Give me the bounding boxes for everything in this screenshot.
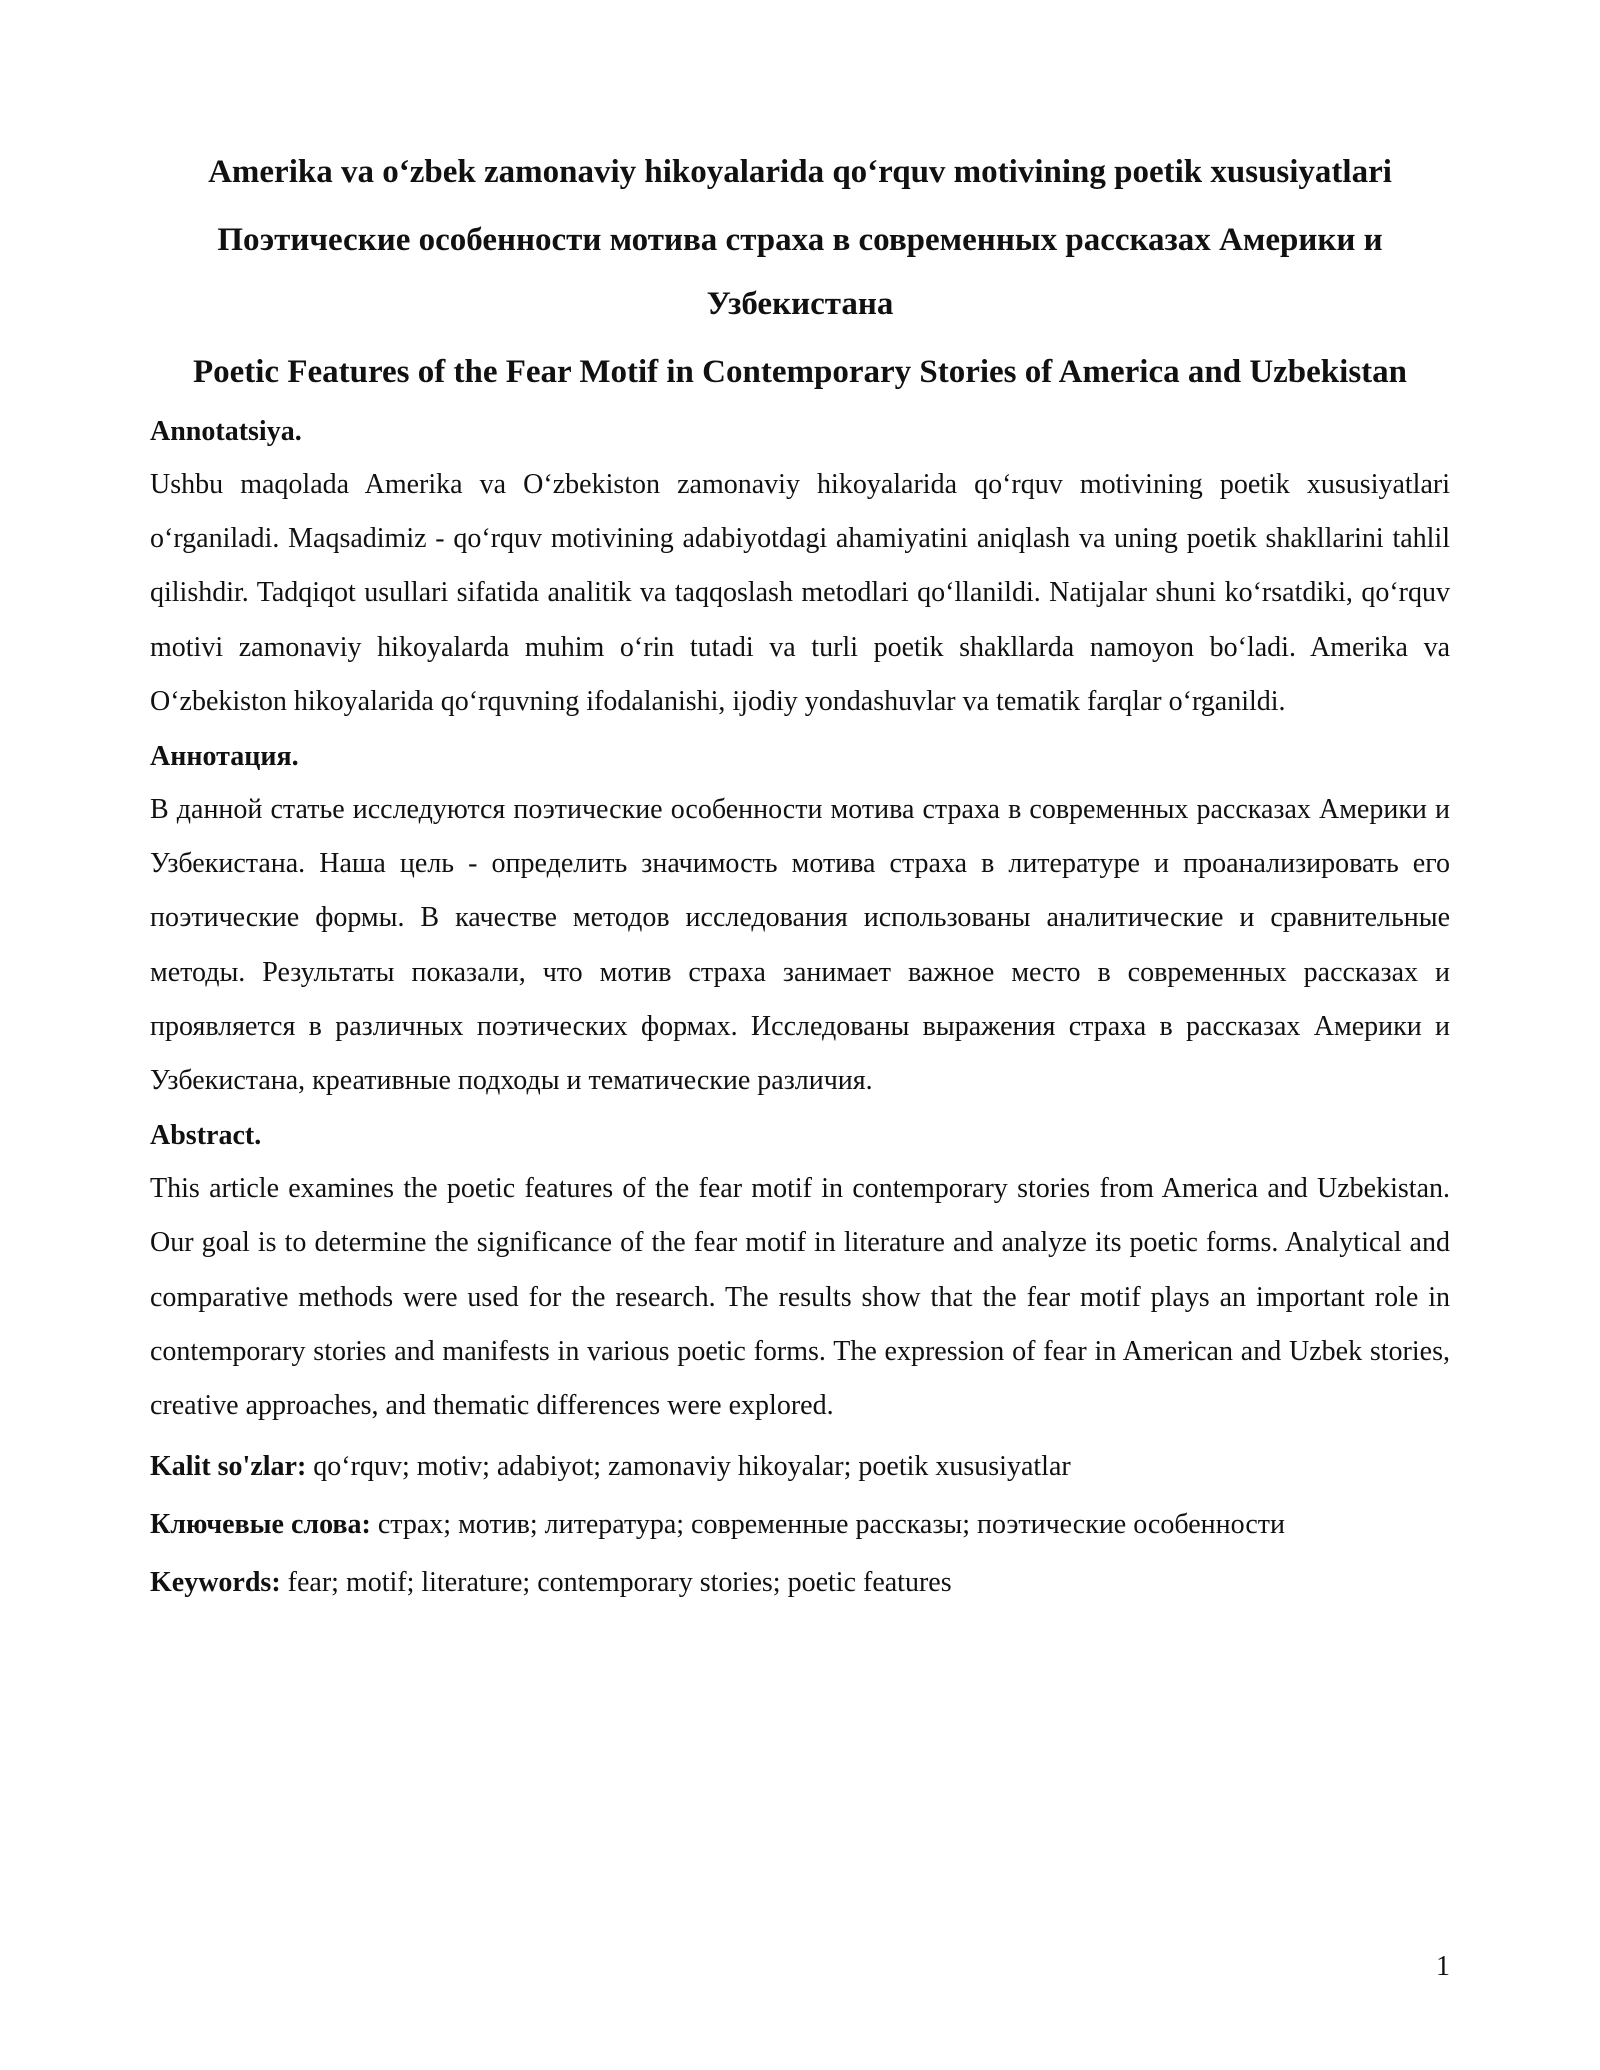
keywords-english-label: Keywords:	[150, 1567, 281, 1599]
keywords-uzbek-text: qo‘rquv; motiv; adabiyot; zamonaviy hikoyalar; poetik xususiyatlar	[306, 1451, 1071, 1483]
keywords-english	[150, 1563, 1450, 1603]
annotation-uzbek-section	[150, 412, 1450, 729]
abstract-english-text: This article examines the poetic features of the fear motif in contemporary stories from America and Uzbekistan. Our goal is to determine the significance of the fear motif in literature and analyze its poetic forms. Analytical and comparative methods were used for the research. The results show that the fear motif plays an important role in contemporary stories and manifests in various poetic forms. The expression of fear in American and Uzbek stories, creative approaches, and thematic differences were explored.	[150, 1173, 1450, 1422]
keywords-russian-text: страх; мотив; литература; современные рассказы; поэтические особенности	[370, 1509, 1285, 1541]
annotation-russian-heading: Аннотация.	[150, 741, 299, 773]
document-page	[150, 140, 1450, 1621]
keywords-block	[150, 1447, 1450, 1603]
keywords-russian	[150, 1505, 1450, 1545]
annotation-uzbek-heading: Annotatsiya.	[150, 416, 302, 447]
annotation-russian-section	[150, 737, 1450, 1108]
title-uzbek: Amerika va o‘zbek zamonaviy hikoyalarida qo‘rquv motivining poetik xususiyatlari	[208, 154, 1392, 190]
title-russian: Поэтические особенности мотива страха в современных рассказах Америки и Узбекистана	[217, 222, 1383, 322]
keywords-uzbek-label: Kalit so'zlar:	[150, 1451, 307, 1483]
keywords-russian-label: Ключевые слова:	[150, 1509, 371, 1541]
abstract-english-heading: Abstract.	[150, 1120, 262, 1152]
keywords-english-text: fear; motif; literature; contemporary stories; poetic features	[280, 1567, 952, 1599]
title-english: Poetic Features of the Fear Motif in Contemporary Stories of America and Uzbekistan	[192, 354, 1408, 390]
keywords-uzbek	[150, 1447, 1450, 1487]
annotation-uzbek-text: Ushbu maqolada Amerika va O‘zbekiston zamonaviy hikoyalarida qo‘rquv motivining poetik xususiyatlari o‘rganiladi. Maqsadimiz - qo‘rquv motivining adabiyotdagi ahamiyatini aniqlash va uning poetik shakllarini tahlil qilishdir. Tadqiqot usullari sifatida analitik va taqqoslash metodlari qo‘llanildi. Natijalar shuni ko‘rsatdiki, qo‘rquv motivi zamonaviy hikoyalarda muhim o‘rin tutadi va turli poetik shakllarda namoyon bo‘ladi. Amerika va O‘zbekiston hikoyalarida qo‘rquvning ifodalanishi, ijodiy yondashuvlar va tematik farqlar o‘rganildi.	[150, 469, 1450, 717]
annotation-russian-text: В данной статье исследуются поэтические особенности мотива страха в современных рассказах Америки и Узбекистана. Наша цель - определить значимость мотива страха в литературе и проанализировать его поэтические формы. В качестве методов исследования использованы аналитические и сравнительные методы. Результаты показали, что мотив страха занимает важное место в современных рассказах и проявляется в различных поэтических формах. Исследованы выражения страха в рассказах Америки и Узбекистана, креативные подходы и тематические различия.	[150, 794, 1450, 1097]
abstract-english-section	[150, 1116, 1450, 1433]
page-number: 1	[1436, 1951, 1450, 1982]
